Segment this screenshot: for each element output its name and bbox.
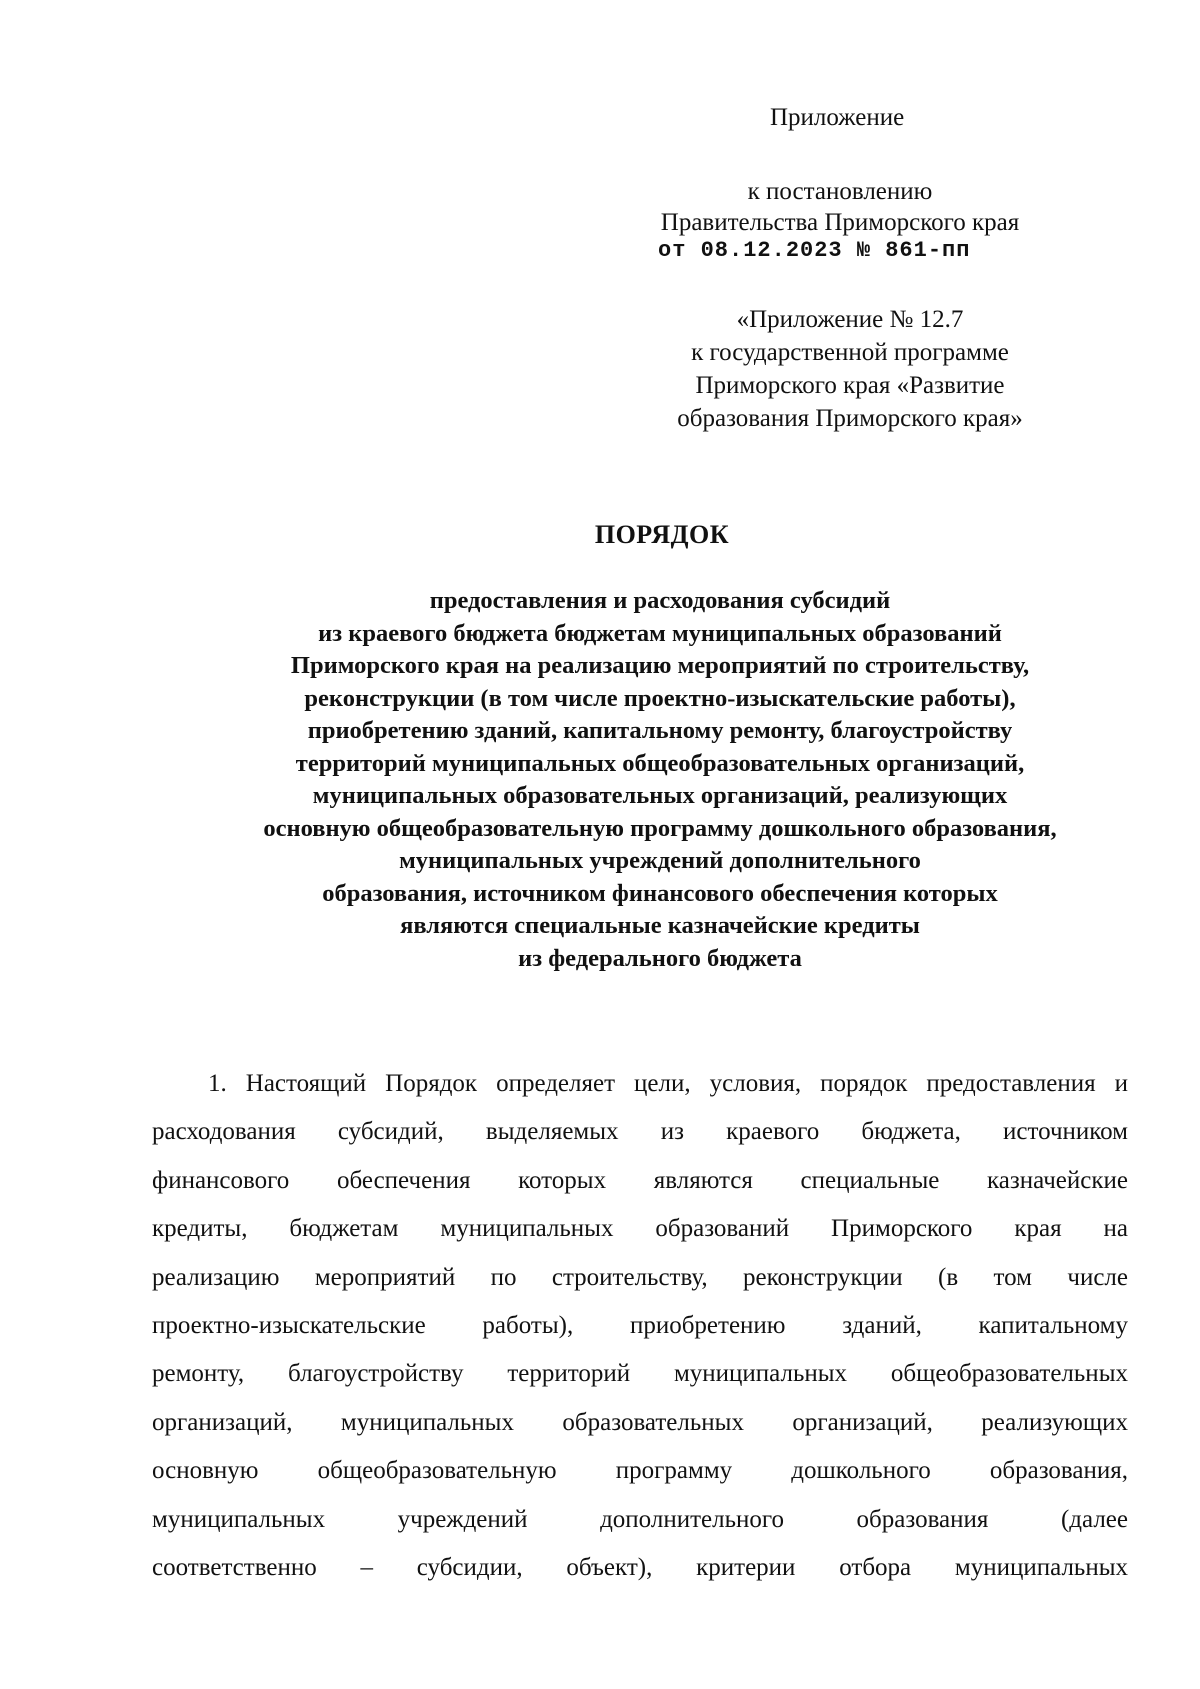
- subtitle-line: приобретению зданий, капитальному ремонту, благоустройству: [307, 717, 1013, 744]
- decree-reference: [620, 176, 1060, 238]
- body-line: соответственно – субсидии, объект), критерии отбора муниципальных: [152, 1553, 1128, 1581]
- decree-date-stamp: от 08.12.2023 № 861-пп: [658, 238, 971, 263]
- program-line: к государственной программе: [691, 339, 1009, 366]
- subtitle-line: муниципальных образовательных организаций, реализующих: [312, 782, 1008, 809]
- document-title: ПОРЯДОК: [594, 520, 730, 549]
- subtitle-line: из федерального бюджета: [518, 944, 802, 972]
- subtitle-line: основную общеобразовательную программу дошкольного образования,: [263, 814, 1057, 842]
- decree-line: к постановлению: [747, 178, 933, 205]
- subtitle-line: Приморского края на реализацию мероприятий по строительству,: [290, 652, 1030, 679]
- appendix-label: Приложение: [770, 104, 905, 131]
- decree-line: Правительства Приморского края: [660, 209, 1020, 236]
- body-line: финансового обеспечения которых являются специальные казначейские: [152, 1166, 1128, 1194]
- subtitle-line: образования, источником финансового обеспечения которых: [322, 879, 998, 907]
- body-line: основную общеобразовательную программу дошкольного образования,: [152, 1457, 1128, 1485]
- body-line: проектно-изыскательские работы), приобретению зданий, капитальному: [152, 1311, 1128, 1339]
- subtitle-line: муниципальных учреждений дополнительного: [399, 847, 921, 874]
- program-line: «Приложение № 12.7: [736, 306, 964, 333]
- subtitle-line: предоставления и расходования субсидий: [429, 587, 891, 614]
- body-line: 1. Настоящий Порядок определяет цели, условия, порядок предоставления и: [208, 1070, 1128, 1097]
- program-line: образования Приморского края»: [677, 405, 1023, 432]
- subtitle-line: из краевого бюджета бюджетам муниципальных образований: [318, 619, 1002, 647]
- document-subtitle: [0, 585, 1200, 975]
- body-paragraph: [152, 1060, 1128, 1592]
- subtitle-line: территорий муниципальных общеобразовательных организаций,: [295, 749, 1025, 777]
- subtitle-line: являются специальные казначейские кредиты: [400, 912, 920, 939]
- subtitle-line: реконструкции (в том числе проектно-изыскательские работы),: [304, 684, 1016, 712]
- body-line: кредиты, бюджетам муниципальных образований Приморского края на: [152, 1215, 1128, 1243]
- body-line: муниципальных учреждений дополнительного образования (далее: [152, 1505, 1128, 1533]
- program-line: Приморского края «Развитие: [695, 372, 1005, 399]
- body-line: расходования субсидий, выделяемых из краевого бюджета, источником: [152, 1118, 1128, 1146]
- body-line: ремонту, благоустройству территорий муниципальных общеобразовательных: [152, 1360, 1128, 1388]
- body-line: реализацию мероприятий по строительству, реконструкции (в том числе: [152, 1263, 1128, 1291]
- body-line: организаций, муниципальных образовательных организаций, реализующих: [152, 1408, 1128, 1436]
- program-appendix-reference: [630, 303, 1070, 435]
